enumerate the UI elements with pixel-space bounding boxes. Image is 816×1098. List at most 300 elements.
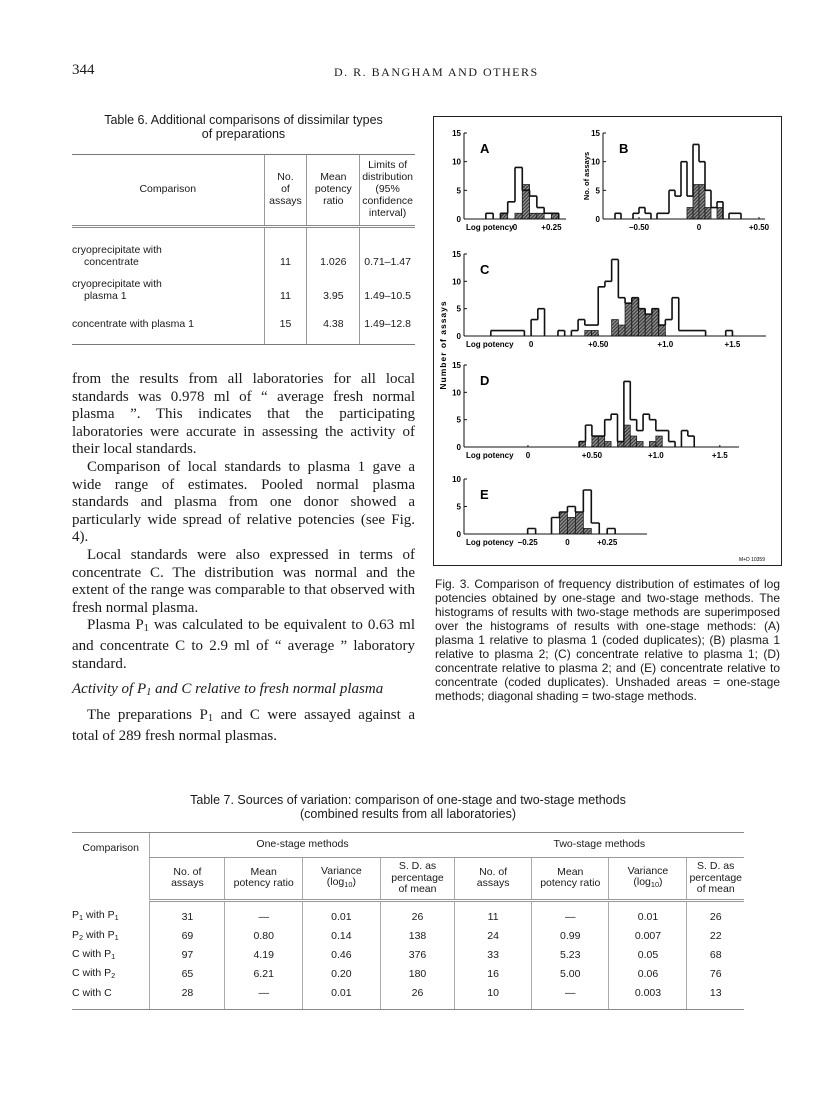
header-line: Mean: [250, 865, 277, 878]
bar-two-stage: [638, 309, 645, 336]
subscript: 1: [207, 713, 214, 724]
table6-header-assays: [264, 155, 307, 227]
bar-one-stage: [518, 331, 525, 336]
x-tick-label: 0: [528, 340, 534, 349]
x-axis-label: Log potency: [466, 451, 514, 460]
bar-one-stage: [615, 213, 621, 219]
bar-one-stage: [508, 202, 515, 219]
header-ratio: [225, 858, 302, 901]
text: with P: [83, 928, 115, 941]
header-assays: [150, 858, 225, 901]
cell-comparison: [72, 946, 150, 965]
bar-two-stage: [652, 309, 659, 336]
cell-comparison: [72, 227, 264, 269]
bar-one-stage: [729, 213, 735, 219]
bar-one-stage: [688, 436, 694, 447]
header-line: Variance: [627, 864, 669, 877]
bar-two-stage: [705, 208, 711, 219]
subscript: 10: [344, 880, 353, 890]
bar-two-stage: [649, 442, 655, 447]
one-stage-cell-sd: 138: [380, 927, 454, 946]
cell-ratio: 4.38: [307, 302, 360, 330]
bar-one-stage: [552, 518, 560, 535]
header-ratio: [532, 858, 609, 901]
paragraph: [72, 707, 415, 745]
panel-label: A: [480, 141, 490, 156]
bar-one-stage: [672, 298, 679, 336]
spacer: [72, 330, 264, 345]
x-tick-label: +0.25: [541, 223, 562, 232]
bar-two-stage: [618, 325, 625, 336]
two-stage-cell-ratio: 5.23: [532, 946, 609, 965]
header-line: ratio: [323, 195, 344, 207]
header-line: No. of: [173, 865, 202, 878]
two-stage-cell-variance: 0.05: [609, 946, 687, 965]
header-line: potency ratio: [233, 877, 294, 890]
two-stage-cell-variance: 0.01: [609, 900, 687, 927]
two-stage-cell-sd: 68: [687, 946, 744, 965]
bar-one-stage: [657, 213, 663, 219]
header-line: No.: [277, 171, 294, 183]
header-variance: [609, 858, 687, 901]
y-tick-label: 0: [456, 332, 461, 341]
bar-one-stage: [711, 208, 717, 219]
bar-one-stage: [538, 309, 545, 336]
x-tick-label: +0.25: [597, 538, 618, 547]
header-line: percentage: [689, 871, 742, 884]
bar-one-stage: [607, 529, 615, 535]
header-sd: [687, 858, 744, 901]
table6-header-ratio: [307, 155, 360, 227]
bar-two-stage: [592, 436, 598, 447]
cell-limits: 0.71–1.47: [360, 227, 415, 269]
two-stage-cell-ratio: 5.00: [532, 965, 609, 984]
table-row: [72, 927, 744, 946]
y-tick-label: 5: [456, 186, 461, 196]
text: Activity of P: [72, 681, 147, 697]
bar-one-stage: [726, 331, 733, 336]
bar-one-stage: [544, 213, 551, 219]
one-stage-cell-ratio: 4.19: [225, 946, 302, 965]
y-tick-label: 15: [591, 129, 600, 138]
text: with P: [79, 947, 112, 960]
bar-two-stage: [612, 320, 619, 336]
header-line: of mean: [696, 883, 735, 895]
figure-code: M+D 10359: [739, 557, 765, 563]
bar-two-stage: [699, 185, 705, 219]
header-line: Limits of: [368, 159, 408, 171]
bar-two-stage: [559, 512, 567, 534]
two-stage-cell-assays: 24: [455, 927, 532, 946]
histogram-panel-c: [452, 250, 766, 349]
one-stage-cell-assays: 31: [150, 900, 225, 927]
table-row: [72, 965, 744, 984]
text: and C relative to fresh normal plasma: [151, 681, 384, 697]
text: ): [352, 876, 356, 889]
bar-two-stage: [625, 303, 632, 336]
header-line: Mean: [557, 865, 584, 878]
header-line: assays: [269, 195, 302, 207]
bar-one-stage: [662, 431, 668, 447]
table7-sub-header-row: [72, 858, 744, 901]
table6-caption-line2: of preparations: [201, 127, 286, 141]
cell-comparison: [72, 927, 150, 946]
bar-two-stage: [500, 213, 507, 219]
table-row: [72, 900, 744, 927]
x-tick-label: 0: [525, 451, 531, 460]
table7-group-header-row: [72, 833, 744, 858]
one-stage-cell-variance: 0.20: [302, 965, 380, 984]
one-stage-cell-variance: 0.01: [302, 900, 380, 927]
table7-caption-line2: (combined results from all laboratories): [299, 807, 517, 821]
subscript: 1: [79, 912, 84, 922]
y-tick-label: 10: [591, 157, 600, 167]
bar-two-stage: [659, 325, 666, 336]
y-tick-label: 10: [452, 277, 461, 287]
one-stage-cell-sd: 26: [380, 900, 454, 927]
x-tick-label: 0: [512, 223, 518, 232]
text: with P: [83, 908, 115, 921]
bar-one-stage: [558, 331, 565, 336]
table-row: [72, 984, 744, 1010]
x-tick-label: +1.5: [711, 451, 728, 460]
x-tick-label: +1.5: [724, 340, 741, 349]
y-tick-label: 15: [452, 361, 461, 370]
panel-label: C: [480, 262, 490, 277]
header-line: No. of: [479, 865, 508, 878]
cell-limits: 1.49–12.8: [360, 302, 415, 330]
running-head: D. R. BANGHAM AND OTHERS: [334, 65, 539, 79]
table7-header-one-stage: One-stage methods: [150, 833, 455, 858]
bar-one-stage: [591, 523, 599, 534]
one-stage-cell-variance: 0.46: [302, 946, 380, 965]
one-stage-cell-ratio: —: [225, 900, 302, 927]
bar-two-stage: [551, 213, 558, 219]
table6: [72, 154, 415, 345]
bar-one-stage: [586, 425, 592, 447]
bar-two-stage: [598, 436, 604, 447]
header-line: of: [281, 183, 290, 195]
bar-one-stage: [504, 331, 511, 336]
header-sd: [380, 858, 454, 901]
comparison-line1: cryoprecipitate with: [72, 278, 162, 290]
spacer: [264, 330, 307, 345]
bar-one-stage: [669, 442, 675, 447]
bar-one-stage: [598, 287, 605, 336]
bar-one-stage: [605, 281, 612, 336]
subscript: 2: [79, 932, 84, 942]
bar-one-stage: [679, 331, 686, 336]
y-axis-label: No. of assays: [582, 151, 591, 201]
two-stage-cell-ratio: —: [532, 984, 609, 1010]
header-line: S. D. as: [398, 860, 437, 872]
table7-caption-line1: Table 7. Sources of variation: comparison of one-stage and two-stage methods: [190, 793, 626, 807]
text: (log: [326, 876, 345, 889]
subscript: 1: [111, 951, 116, 961]
header-variance: [302, 858, 380, 901]
bar-one-stage: [699, 331, 706, 336]
spacer: [307, 330, 360, 345]
table-row: [72, 268, 415, 302]
text: C: [72, 966, 80, 979]
bar-one-stage: [665, 320, 672, 336]
bar-one-stage: [735, 213, 741, 219]
one-stage-cell-assays: 69: [150, 927, 225, 946]
bar-two-stage: [515, 213, 522, 219]
two-stage-cell-assays: 11: [455, 900, 532, 927]
x-tick-label: 0: [565, 538, 570, 547]
header-assays: [455, 858, 532, 901]
text: P: [72, 928, 80, 941]
two-stage-cell-sd: 13: [687, 984, 744, 1010]
text: with P: [79, 966, 112, 979]
header-line: [305, 877, 378, 891]
one-stage-cell-sd: 180: [380, 965, 454, 984]
header-line: [611, 877, 684, 891]
bar-one-stage: [692, 331, 699, 336]
paragraph: from the results from all laboratories for all local standards was 0.978 ml of “ average fresh normal plasma ”. This indicates that the participating laboratories were accurate in assessing the activity of their local standards.: [72, 371, 415, 458]
header-line: potency ratio: [540, 877, 601, 890]
bar-one-stage: [681, 431, 687, 447]
cell-comparison: [72, 965, 150, 984]
x-tick-label: +0.50: [581, 451, 603, 460]
bar-one-stage: [528, 529, 536, 535]
x-axis-label: Log potency: [466, 223, 514, 232]
bar-one-stage: [643, 414, 649, 447]
histogram-panel-b: [582, 129, 770, 232]
spacer: [360, 330, 415, 345]
figure-3-histograms: [434, 117, 783, 567]
bar-one-stage: [685, 331, 692, 336]
text: was calculated to be equivalent to 0.63 ml and concentrate C to 2.9 ml of “ average ” laboratory standard.: [72, 617, 415, 672]
bar-two-stage: [693, 185, 699, 219]
figure-3: [433, 116, 782, 566]
bar-two-stage: [687, 208, 693, 219]
y-tick-label: 15: [452, 250, 461, 259]
two-stage-cell-sd: 26: [687, 900, 744, 927]
bar-one-stage: [578, 320, 585, 336]
one-stage-cell-ratio: 0.80: [225, 927, 302, 946]
two-stage-cell-sd: 76: [687, 965, 744, 984]
two-stage-cell-ratio: —: [532, 900, 609, 927]
one-stage-cell-assays: 28: [150, 984, 225, 1010]
y-tick-label: 5: [595, 186, 600, 196]
comparison-line2: plasma 1: [84, 290, 127, 302]
header-line: percentage: [391, 871, 444, 884]
table6-header-limits: [360, 155, 415, 227]
cell-assays: 11: [264, 227, 307, 269]
bar-one-stage: [511, 331, 518, 336]
section-subheading: [72, 681, 415, 698]
panel-label: E: [480, 487, 489, 502]
cell-comparison: [72, 900, 150, 927]
y-tick-label: 5: [456, 502, 461, 512]
header-line: distribution: [362, 171, 413, 183]
text: C: [72, 987, 80, 999]
x-axis-label: Log potency: [466, 340, 514, 349]
header-line: S. D. as: [697, 860, 735, 872]
y-tick-label: 15: [452, 129, 461, 138]
y-tick-label: 10: [452, 157, 461, 167]
header-line: assays: [171, 877, 204, 890]
x-tick-label: +1.0: [647, 451, 664, 460]
bar-one-stage: [675, 196, 681, 219]
header-line: Mean: [320, 171, 347, 183]
x-tick-label: −0.25: [517, 538, 538, 547]
header-line: of mean: [398, 883, 437, 895]
bar-one-stage: [498, 331, 505, 336]
table6-caption: [72, 113, 415, 141]
one-stage-cell-sd: 26: [380, 984, 454, 1010]
y-tick-label: 0: [595, 215, 600, 224]
table-row-spacer: [72, 330, 415, 345]
figure-caption: Fig. 3. Comparison of frequency distribution of estimates of log potencies obtained by one-stage and two-stage methods. The histograms of results with two-stage methods are superimposed over the histograms of results with one-stage methods: (A) plasma 1 relative to plasma 1 (coded duplicates); (B) plasma 1 relative to plasma 2; (C) concentrate relative to plasma 1; (D) concentrate relative to plasma 2; and (E) concentrate relative to concentrate (coded duplicates). Unshaded areas = one-stage methods; diagonal shading = two-stage methods.: [435, 577, 780, 703]
x-axis-label: Log potency: [466, 538, 514, 547]
one-stage-cell-variance: 0.14: [302, 927, 380, 946]
bar-two-stage: [656, 436, 662, 447]
header-line: potency: [314, 183, 352, 195]
two-stage-cell-assays: 33: [455, 946, 532, 965]
bar-two-stage: [575, 512, 583, 534]
cell-comparison: [72, 984, 150, 1010]
bar-one-stage: [611, 414, 617, 447]
y-tick-label: 10: [452, 388, 461, 398]
cell-assays: 15: [264, 302, 307, 330]
cell-limits: 1.49–10.5: [360, 268, 415, 302]
two-stage-cell-variance: 0.06: [609, 965, 687, 984]
text: C: [72, 947, 80, 960]
y-tick-label: 10: [452, 475, 461, 484]
body-text-1: [72, 371, 415, 673]
two-stage-cell-variance: 0.003: [609, 984, 687, 1010]
subscript: 1: [114, 912, 119, 922]
bar-two-stage: [585, 331, 592, 336]
table6-caption-line1: Table 6. Additional comparisons of dissimilar types: [104, 113, 383, 127]
bar-two-stage: [537, 213, 544, 219]
text: The preparations P: [87, 707, 208, 723]
bar-one-stage: [633, 213, 639, 219]
one-stage-cell-ratio: 6.21: [225, 965, 302, 984]
paragraph: [72, 617, 415, 673]
subscript: 1: [146, 687, 152, 698]
x-tick-label: +0.50: [748, 223, 770, 232]
histogram-panel-e: [452, 475, 647, 547]
page-number: 344: [72, 62, 95, 78]
body-text-2: [72, 707, 415, 745]
bar-one-stage: [669, 190, 675, 219]
bar-two-stage: [617, 442, 623, 447]
bar-one-stage: [486, 213, 493, 219]
bar-two-stage: [632, 298, 639, 336]
bar-two-stage: [605, 442, 611, 447]
one-stage-cell-assays: 65: [150, 965, 225, 984]
bar-one-stage: [681, 162, 687, 219]
bar-two-stage: [637, 442, 643, 447]
table7-header-comparison: Comparison: [72, 833, 150, 901]
header-line: Variance: [321, 864, 362, 877]
header-line: (95% confidence: [362, 183, 414, 207]
bar-one-stage: [531, 320, 538, 336]
cell-comparison: concentrate with plasma 1: [72, 318, 194, 330]
histogram-panel-a: [452, 129, 566, 232]
y-tick-label: 0: [456, 530, 461, 539]
two-stage-cell-assays: 16: [455, 965, 532, 984]
bar-two-stage: [530, 213, 537, 219]
x-tick-label: 0: [696, 223, 702, 232]
y-tick-label: 0: [456, 215, 461, 224]
bar-one-stage: [491, 331, 498, 336]
bar-one-stage: [663, 213, 669, 219]
bar-two-stage: [717, 208, 723, 219]
table6-header-comparison: Comparison: [72, 155, 264, 227]
table7: [72, 832, 744, 1010]
text: (log: [633, 876, 651, 889]
subscript: 1: [143, 623, 149, 635]
y-tick-label: 5: [456, 415, 461, 425]
bar-one-stage: [515, 167, 522, 219]
bar-two-stage: [592, 331, 599, 336]
text: P: [72, 908, 80, 921]
two-stage-cell-variance: 0.007: [609, 927, 687, 946]
bar-one-stage: [645, 213, 651, 219]
text: with C: [79, 987, 112, 999]
two-stage-cell-sd: 22: [687, 927, 744, 946]
table7-caption: [72, 793, 744, 821]
bar-two-stage: [583, 529, 591, 535]
cell-ratio: 1.026: [307, 227, 360, 269]
bar-two-stage: [624, 425, 630, 447]
cell-ratio: 3.95: [307, 268, 360, 302]
panel-label: D: [480, 373, 490, 388]
subscript: 1: [114, 932, 119, 942]
subscript: 2: [111, 970, 116, 980]
cell-assays: 11: [264, 268, 307, 302]
x-tick-label: +0.50: [588, 340, 609, 349]
header-line: assays: [476, 877, 510, 890]
bar-two-stage: [630, 436, 636, 447]
paragraph: Local standards were also expressed in terms of concentrate C. The distribution was normal and the extent of the range was comparable to that observed with fresh normal plasma.: [72, 546, 415, 616]
table-row: [72, 302, 415, 330]
x-tick-label: +1.0: [657, 340, 674, 349]
cell-comparison: [72, 268, 264, 302]
y-tick-label: 5: [456, 304, 461, 314]
x-tick-label: −0.50: [628, 223, 650, 232]
y-tick-label: 0: [456, 443, 461, 452]
text: Plasma P: [87, 617, 144, 634]
bar-one-stage: [583, 490, 591, 534]
table6-header-row: [72, 155, 415, 227]
panel-label: B: [619, 141, 629, 156]
table-row: [72, 227, 415, 269]
text: ): [659, 876, 663, 889]
one-stage-cell-variance: 0.01: [302, 984, 380, 1010]
bar-two-stage: [645, 314, 652, 336]
paragraph: Comparison of local standards to plasma 1 gave a wide range of estimates. Pooled normal plasma standards and plasma from one donor showed a particularly wide spread of relative potencies (see Fig. 4).: [72, 458, 415, 546]
text: and C were assayed against a total of 289 fresh normal plasmas.: [72, 707, 415, 744]
comparison-line1: cryoprecipitate with: [72, 244, 162, 256]
comparison-line2: concentrate: [84, 256, 139, 268]
bar-two-stage: [579, 442, 585, 447]
table-row: [72, 946, 744, 965]
bar-one-stage: [571, 331, 578, 336]
bar-two-stage: [567, 518, 575, 535]
one-stage-cell-assays: 97: [150, 946, 225, 965]
y-axis-label: Number of assays: [438, 300, 448, 390]
one-stage-cell-sd: 376: [380, 946, 454, 965]
histogram-panel-d: [452, 361, 739, 460]
two-stage-cell-ratio: 0.99: [532, 927, 609, 946]
one-stage-cell-ratio: —: [225, 984, 302, 1010]
